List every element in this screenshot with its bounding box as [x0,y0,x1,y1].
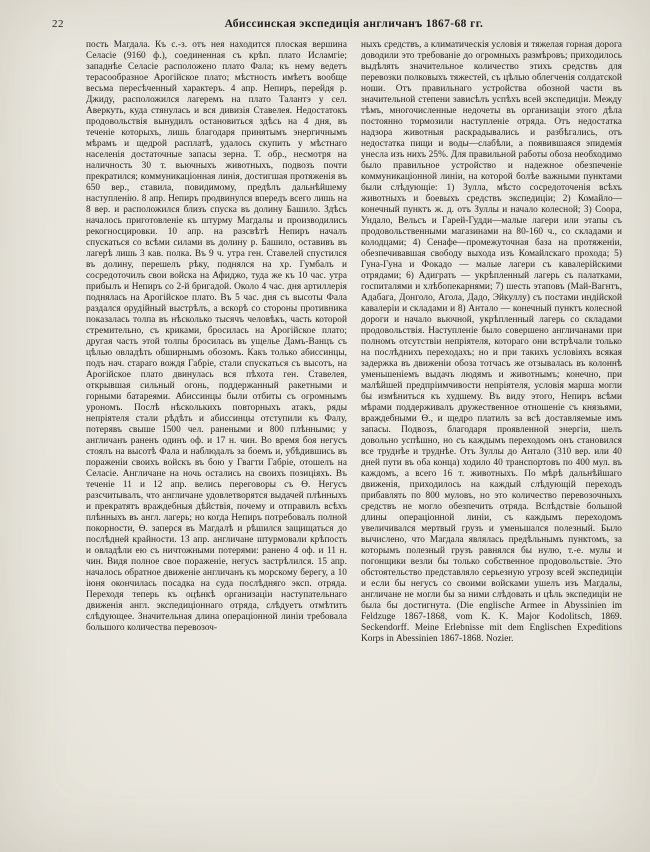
page-number: 22 [52,18,64,30]
text-block [86,40,622,814]
right-column: ныхъ средствъ, а климатическія условія и тяжелая горная дорога доводили это требованіе до огромныхъ размѣровъ; приходилось выдѣлять значительное количество этихъ средствъ для перевозки полковыхъ тяжестей, съ цѣлью облегченія солдатской ноши. Отъ правильнаго устройства обозной части въ значительной степени зависѣлъ успѣхъ всей экспедиціи. Между тѣмъ, многочисленные недочеты въ организаціи этого дѣла постоянно тормозили наступленіе отряда. Отъ недостатка надзора животныя раскрадывались и разбѣгались, отъ недостатка пищи и воды—слабѣли, а появившаяся эпидемія унесла изъ нихъ 25%. Для правильной работы обоза необходимо было правильное устройство и надежное обезпеченіе коммуникаціонной линіи, на которой болѣе важными пунктами были слѣдующіе: 1) Зулла, мѣсто сосредоточенія всѣхъ животныхъ и боевыхъ средствъ экспедиціи; 2) Комайло—конечный пунктъ ж. д. отъ Зуллы и начало колесной; 3) Соора, Ундало, Вельсъ и Гарей-Гудди—малые лагери или этапы съ продовольственными магазинами на 80-160 ч., со складами и колодцами; 4) Сенафе—промежуточная база на протяженіи, обезпечивавшая свободу выхода изъ Комайлскаго прохода; 5) Гуна-Гуна и Фокадо — малые лагери съ кавалерійскими отрядами; 6) Адиграть — укрѣпленный лагерь съ палатками, госпиталями и хлѣбопекарнями; 7) шесть этаповъ (Май-Вагнтъ, Адабага, Донголо, Агола, Дадо, Эйкуллу) съ постами индійской кавалеріи и складами и 8) Антало — конечный пунктъ колесной дороги и начало вьючной, укрѣпленный лагерь со складами продовольствія. Наступленіе было совершено англичанами при полномъ отсутствіи непріятеля, котораго они встрѣчали только на послѣднихъ переходахъ; но и при такихъ условіяхъ всякая задержка въ движеніи обоза тотчасъ же отзывалась въ колоннѣ уменьшеніемъ выдачъ людямъ и животнымъ; конечно, при малѣйшей предпріимчивости непріятеля, условія марша могли бы измѣниться къ худшему. Въ виду этого, Непиръ всѣми мѣрами поддерживалъ дружественное отношеніе съ князьями, враждебными Ѳ., и щедро платилъ за всѣ доставляемые имъ запасы. Подвозъ, благодаря проявленной энергіи, шелъ довольно успѣшно, но съ каждымъ переходомъ онъ становился все труднѣе и труднѣе. Отъ Зуллы до Антало (310 вер. или 40 дней пути въ оба конца) ходило 40 транспортовъ по 400 мул. въ каждомъ, а всего 16 т. животныхъ. По мѣрѣ дальнѣйшаго движенія, приходилось на каждый слѣдующій переходъ прибавлять по 800 муловъ, но это количество перевозочныхъ средствъ не могло обезпечить отряда. Вслѣдствіе большой длины операціонной линіи, съ каждымъ переходомъ увеличивался мертвый грузъ и уменьшался полезный. Было вычислено, что Магдала являлась предѣльнымъ пунктомъ, за которымъ полезный грузъ равнялся бы нулю, т.-е. мулы и погонщики везли бы только собственное продовольствіе. Это обстоятельство представляло серьезную угрозу всей экспедиціи и если бы негусъ со своими войсками ушелъ изъ Магдалы, англичане не могли бы за ними слѣдовать и цѣль экспедиціи не была бы достигнута. (Die englische Armee in Abyssinien im Feldzuge 1867-1868, vom K. K. Major Kodolitsch, 1869. Seckendorff. Meine Erlebnisse mit dem Englischen Expeditions Korps in Abessinien 1867-1868. Nozier. [361,40,622,644]
running-title: Абиссинская экспедиція англичанъ 1867-68 гг. [224,18,484,30]
left-column: пость Магдала. Къ с.-з. отъ нея находится плоская вершина Селасіе (9160 ф.), соединенная съ крѣп. плато Исламгіе; западнѣе Селасіе расположено плато Фала; къ нему ведетъ терасообразное Арогійское плато; мѣстность имѣетъ вообще весьма пересѣченный характеръ. 4 апр. Непиръ, перейдя р. Джиду, расположился лагеремъ на плато Талантэ у сел. Аверкуть, куда стянулась и вся дивизія Ставелея. Недостатокъ продовольствія вынудилъ остановиться здѣсь на 4 дня, въ теченіе которыхъ, лишь благодаря принятымъ энергичнымъ мѣрамъ и щедрой расплатѣ, удалось скупить у мѣстнаго населенія достаточные запасы зерна. Т. обр., несмотря на наличность 30 т. вьючныхъ животныхъ, подвозъ почти прекратился; коммуникаціонная линія, достигшая протяженія въ 650 вер., ставила, повидимому, предѣлъ дальнѣйшему наступленію. 8 апр. Непиръ продвинулся впередъ всего лишь на 8 вер. и расположился близъ спуска въ долину Башило. Здѣсь началось приготовленіе къ штурму Магдалы и производились рекогносцировки. 10 апр. на разсвѣтѣ Непиръ началъ спускаться со всѣми силами въ долину р. Башило, оставивъ въ лагерѣ лишь 3 кав. полка. Въ 9 ч. утра ген. Ставелей спустился въ долину, перешелъ рѣку, поднялся на хр. Гумбалъ и сосредоточилъ свои войска на Афиджо, туда же къ 10 час. утра прибылъ и Непиръ со 2-й бригадой. Около 4 час. дня артиллерія поднялась на Арогійское плато. Въ 5 час. дня съ высоты Фала раздался орудійный выстрѣлъ, а вскорѣ со стороны противника показалась толпа въ нѣсколько тысячъ человѣкъ, часть которой стремительно, съ криками, бросилась на Арогійское плато; другая часть этой толпы бросилась въ ущелье Дамъ-Ванцъ съ цѣлью овладѣть обширнымъ обозомъ. Какъ только абиссинцы, подъ нач. стараго вождя Габріе, стали спускаться съ высотъ, на Арогійское плато двинулась вся пѣхота ген. Ставелея, открывшая сильный огонь, поддержанный ракетными и горными батареями. Абиссинцы были отбиты съ огромнымъ урономъ. Послѣ нѣсколькихъ повторныхъ атакъ, ряды непріятеля стали рѣдѣть и абиссинцы отступили къ Фалу, потерявъ свыше 1500 чел. ранеными и 800 плѣнными; у англичанъ раненъ одинъ оф. и 17 н. чин. Во время боя негусъ стоялъ на высотѣ Фала и наблюдалъ за боемъ и, убѣдившись въ пораженіи своихъ войскъ въ бою у Гвагти Габріе, отошелъ на Селасіе. Англичане на ночь остались на своихъ позиціяхъ. Въ теченіе 11 и 12 апр. велись переговоры съ Ѳ. Негусъ разсчитывалъ, что англичане удовлетворятся выдачей плѣнныхъ и прекратятъ враждебныя дѣйствія, почему и отправилъ всѣхъ плѣнныхъ въ англ. лагерь; но когда Непиръ потребовалъ полной покорности, Ѳ. заперся въ Магдалѣ и рѣшился защищаться до послѣдней крайности. 13 апр. англичане штурмовали крѣпость и овладѣли ею съ ничтожными потерями: ранено 4 оф. и 11 н. чин. Видя полное свое пораженіе, негусъ застрѣлился. 15 апр. началось обратное движеніе англичанъ къ морскому берегу, а 10 іюня окончилась посадка на суда послѣдняго эксп. отряда. Переходя теперь къ оцѣнкѣ организаціи наступательнаго движенія англ. экспедиціоннаго отряда, слѣдуетъ отмѣтить слѣдующее. Значительная длина операціонной линіи требовала большого количества перевозоч- [86,40,347,633]
page-header [52,18,622,34]
